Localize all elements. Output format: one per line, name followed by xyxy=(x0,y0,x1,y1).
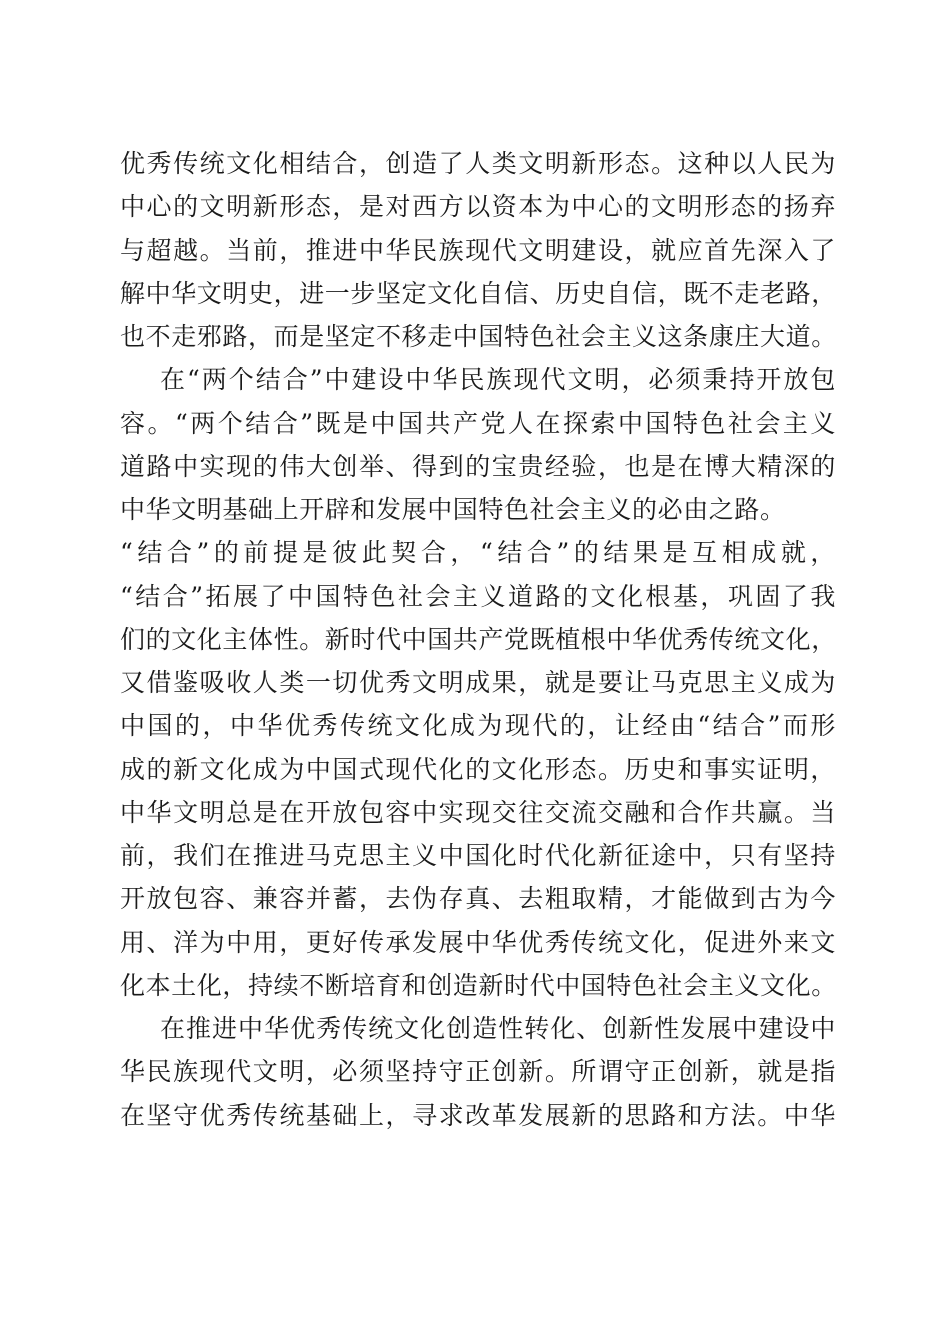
text-line: 们的文化主体性。新时代中国共产党既植根中华优秀传统文化， xyxy=(120,624,837,654)
text-line: 开放包容、兼容并蓄，去伪存真、去粗取精，才能做到古为今 xyxy=(120,884,836,914)
text-line: 化本土化，持续不断培育和创造新时代中国特色社会主义文化。 xyxy=(120,970,837,1000)
text-line: 解中华文明史，进一步坚定文化自信、历史自信，既不走老路， xyxy=(120,278,837,308)
text-line: 道路中实现的伟大创举、得到的宝贵经验，也是在博大精深的 xyxy=(120,451,836,481)
text-line: “结合”的前提是彼此契合，“结合”的结果是互相成就， xyxy=(120,538,836,568)
text-line: 也不走邪路，而是坚定不移走中国特色社会主义这条康庄大道。 xyxy=(120,322,837,351)
paragraph-start-line: 在推进中华优秀传统文化创造性转化、创新性发展中建设中 xyxy=(160,1014,836,1043)
text-line: 中华文明总是在开放包容中实现交往交流交融和合作共赢。当 xyxy=(120,797,836,827)
text-line: 前，我们在推进马克思主义中国化时代化新征途中，只有坚持 xyxy=(120,841,836,870)
text-line: 中心的文明新形态，是对西方以资本为中心的文明形态的扬弃 xyxy=(120,192,836,222)
text-line: 中华文明基础上开辟和发展中国特色社会主义的必由之路。 xyxy=(120,495,786,524)
body-text xyxy=(120,142,836,1137)
text-line: 用、洋为中用，更好传承发展中华优秀传统文化，促进外来文 xyxy=(120,927,836,957)
text-line: 在坚守优秀传统基础上，寻求改革发展新的思路和方法。中华 xyxy=(120,1100,836,1130)
text-line: 成的新文化成为中国式现代化的文化形态。历史和事实证明， xyxy=(120,754,836,784)
text-line: 又借鉴吸收人类一切优秀文明成果，就是要让马克思主义成为 xyxy=(120,668,836,697)
text-line: 中国的，中华优秀传统文化成为现代的，让经由“结合”而形 xyxy=(120,711,836,741)
text-line: “结合”拓展了中国特色社会主义道路的文化根基，巩固了我 xyxy=(120,581,836,611)
text-line: 华民族现代文明，必须坚持守正创新。所谓守正创新，就是指 xyxy=(120,1057,836,1087)
text-line: 优秀传统文化相结合，创造了人类文明新形态。这种以人民为 xyxy=(120,149,836,178)
text-line: 与超越。当前，推进中华民族现代文明建设，就应首先深入了 xyxy=(120,235,836,265)
paragraph-start-line: 在“两个结合”中建设中华民族现代文明，必须秉持开放包 xyxy=(160,365,836,395)
text-line: 容。“两个结合”既是中国共产党人在探索中国特色社会主义 xyxy=(120,408,836,438)
